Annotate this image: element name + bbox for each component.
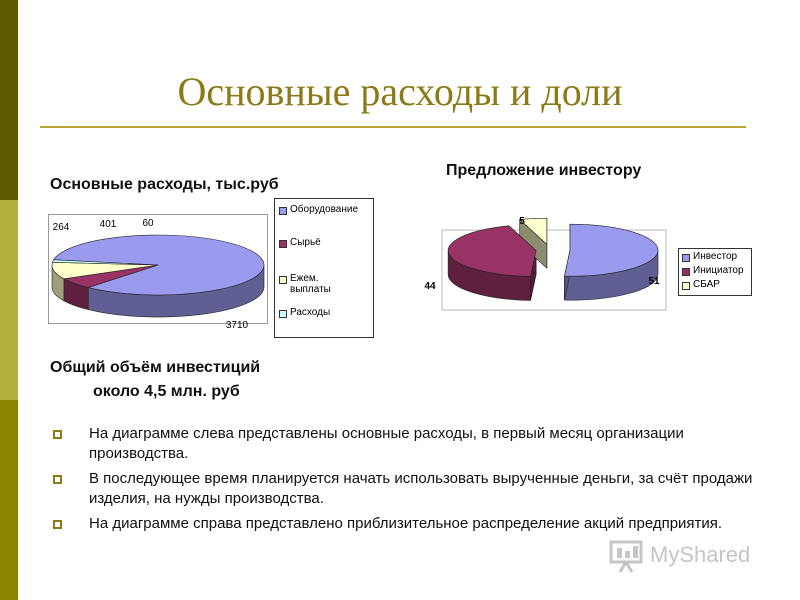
investment-total	[50, 356, 260, 404]
legend-item-sbar	[682, 279, 720, 290]
bullet-item	[50, 514, 770, 534]
investor-pie-chart	[418, 210, 676, 318]
side-bar-light-segment	[0, 200, 18, 400]
legend-swatch	[682, 254, 690, 262]
pie-data-label: 60	[142, 218, 154, 229]
watermark	[608, 538, 764, 574]
legend-swatch	[279, 207, 287, 215]
legend-item-equipment	[279, 204, 358, 215]
pie-data-label: 3710	[225, 320, 249, 331]
bullet-text: На диаграмме справа представлено приблизительное распределение акций предприятия.	[89, 515, 723, 532]
legend-swatch	[682, 282, 690, 290]
pie-data-label: 51	[648, 276, 660, 287]
square-bullet-icon	[53, 430, 62, 439]
pie-data-label: 44	[424, 281, 436, 292]
left-chart-title: Основные расходы, тыс.руб	[50, 176, 279, 193]
investment-total-line2: около 4,5 млн. руб	[93, 383, 240, 400]
legend-label: Ежем. выплаты	[290, 273, 331, 295]
legend-label: Инвестор	[693, 251, 738, 262]
legend-swatch	[279, 310, 287, 318]
pie-data-label: 401	[99, 219, 117, 230]
legend-item-raw-materials	[279, 237, 321, 248]
right-chart-title: Предложение инвестору	[446, 162, 642, 179]
bullet-item	[50, 424, 770, 464]
expenses-legend	[274, 198, 374, 338]
title-divider	[40, 126, 746, 128]
bullet-text: На диаграмме слева представлены основные расходы, в первый месяц организации производства.	[89, 425, 684, 462]
legend-label: Оборудование	[290, 204, 359, 215]
legend-swatch	[279, 240, 287, 248]
legend-label: Инициатор	[693, 265, 744, 276]
legend-item-investor	[682, 251, 737, 262]
legend-item-initiator	[682, 265, 744, 276]
legend-label: Сырьё	[290, 237, 321, 248]
legend-item-monthly-payments	[279, 273, 339, 295]
legend-swatch	[279, 276, 287, 284]
legend-label: СБАР	[693, 279, 720, 290]
bullet-item	[50, 469, 770, 509]
square-bullet-icon	[53, 520, 62, 529]
legend-item-expenses	[279, 307, 330, 318]
expenses-pie-chart	[48, 214, 268, 331]
side-bar-olive-segment	[0, 400, 18, 600]
slide-title: Основные расходы и доли	[177, 69, 623, 114]
square-bullet-icon	[53, 475, 62, 484]
investment-total-line1: Общий объём инвестиций	[50, 359, 261, 376]
shares-legend	[678, 248, 752, 296]
bullet-text: В последующее время планируется начать использовать вырученные деньги, за счёт продажи изделия, на нужды производства.	[89, 470, 753, 507]
pie-data-label: 5	[519, 216, 525, 227]
legend-swatch	[682, 268, 690, 276]
legend-label: Расходы	[290, 307, 331, 318]
presentation-board-icon	[608, 538, 644, 574]
bullet-list	[50, 424, 770, 539]
watermark-text: MyShared	[650, 542, 751, 567]
pie-data-label: 264	[52, 222, 70, 233]
